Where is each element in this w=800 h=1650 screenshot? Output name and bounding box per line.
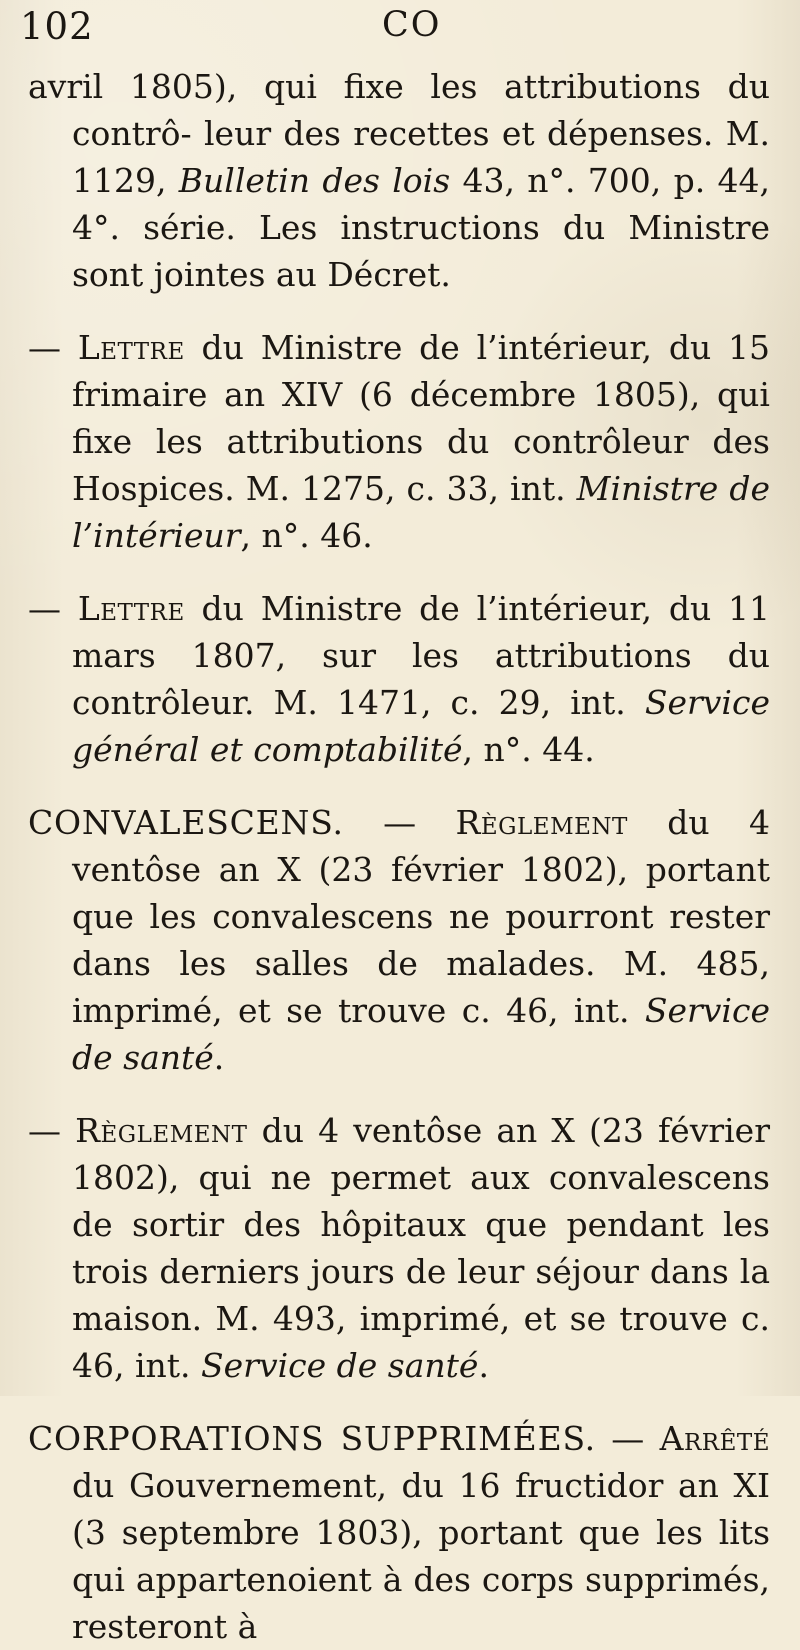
entry-italic-ref: Service général et comptabilité	[72, 683, 770, 769]
entry-kind: Lettre	[77, 328, 185, 367]
entry-body: du 4 ventôse an X (23 février 1802), portant que les convalescens ne pourront rester dans les salles de malades. M. 485, imprimé, et se trouve c. 46, int.	[72, 803, 771, 1030]
entry-body: du 4 ventôse an X (23 février 1802), qui ne permet aux convalescens de sortir des hôpitaux que pendant les trois derniers jours de leur séjour dans la maison. M. 493, imprimé, et se trouve c. 46, int.	[72, 1111, 770, 1385]
entry-headword: CORPORATIONS SUPPRIMÉES.	[28, 1419, 596, 1458]
entry-tail: .	[478, 1346, 489, 1385]
entry-reglement-2	[28, 1107, 770, 1389]
entry-italic-ref: Service de santé	[72, 991, 770, 1077]
entry-headword: CONVALESCENS.	[28, 803, 344, 842]
entry-body: du Ministre de l’intérieur, du 15 frimaire an XIV (6 décembre 1805), qui fixe les attributions du contrôleur des Hospices. M. 1275, c. 33, int.	[72, 328, 770, 508]
entry-body: du Ministre de l’intérieur, du 11 mars 1807, sur les attributions du contrôleur. M. 1471, c. 29, int.	[72, 589, 770, 722]
entry-kind: Règlement	[75, 1111, 248, 1150]
entry-prefix: —	[28, 589, 78, 628]
entry-kind: Lettre	[77, 589, 185, 628]
entry-text-line1: avril 1805), qui fixe les attributions du contrô-	[28, 67, 770, 153]
entry-italic-ref: Ministre de l’intérieur	[72, 469, 770, 555]
entry-kind: Règlement	[455, 803, 628, 842]
entry-lettre-2	[28, 585, 770, 773]
bulletin-title: Bulletin des lois	[178, 161, 451, 200]
entry-corporations	[28, 1415, 770, 1650]
entry-kind: Arrêté	[659, 1419, 771, 1458]
entry-prefix: —	[28, 1111, 76, 1150]
page-number: 102	[20, 5, 94, 48]
entry-lettre-1	[28, 324, 770, 559]
entry-text-line2: leur des recettes et dépenses. M. 1129,	[72, 114, 770, 200]
entry-tail: , n°. 44.	[462, 730, 595, 769]
entry-prefix: —	[28, 328, 78, 367]
entry-text-line3: 43, n°. 700, p. 44, 4°. série. Les instructions du Ministre sont jointes au Décret.	[72, 161, 770, 294]
entry-continuation	[28, 63, 770, 298]
entry-convalescens	[28, 799, 770, 1081]
entry-tail: .	[213, 1038, 225, 1077]
entry-tail: , n°. 46.	[240, 516, 373, 555]
entry-connector: —	[595, 1419, 660, 1458]
running-head: CO	[382, 5, 442, 45]
entry-italic-ref: Service de santé	[201, 1346, 479, 1385]
entry-body: du Gouvernement, du 16 fructidor an XI (3 septembre 1803), portant que les lits qui appartenoient à des corps supprimés, resteront à	[72, 1466, 770, 1646]
entry-connector: —	[343, 803, 456, 842]
page-header	[20, 5, 780, 66]
page-content	[28, 63, 770, 1650]
